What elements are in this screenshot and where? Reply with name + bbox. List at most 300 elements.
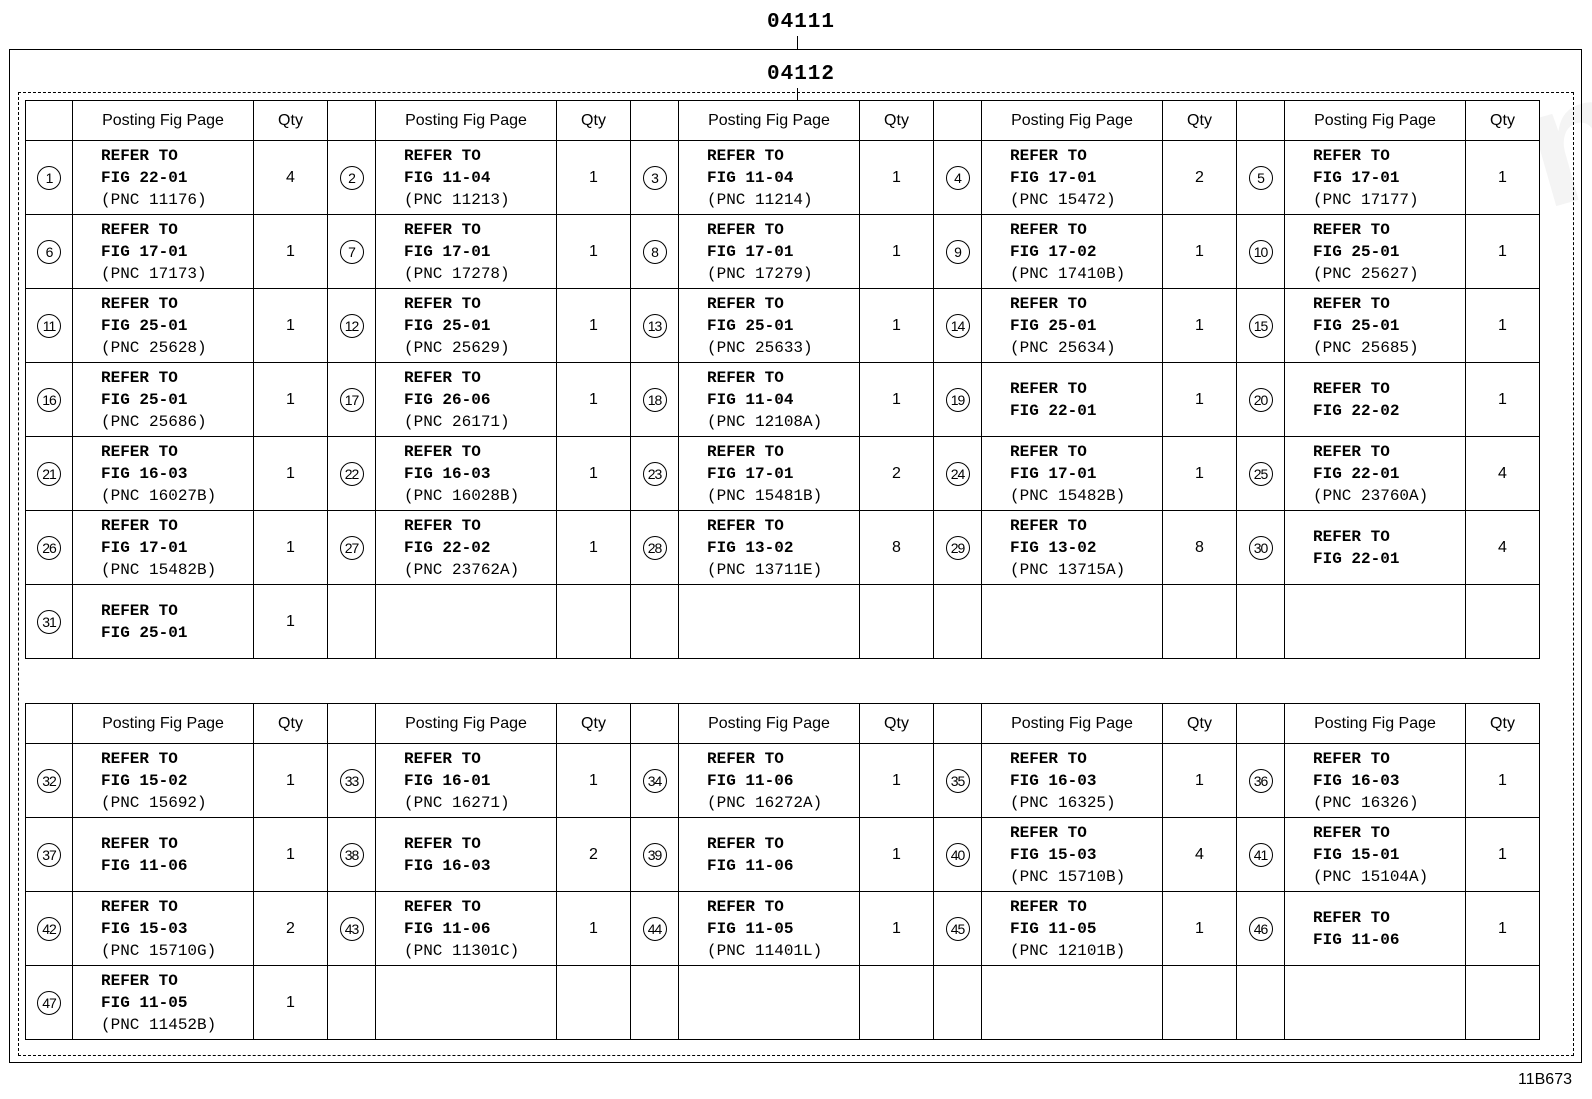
reference-cell	[679, 289, 860, 363]
qty-cell: 1	[1466, 141, 1540, 215]
header-qty: Qty	[557, 704, 631, 744]
item-number-badge: 31	[37, 610, 61, 634]
refer-to-text: REFER TO	[1313, 908, 1390, 927]
qty-cell: 1	[557, 744, 631, 818]
pnc-reference: (PNC 12108A)	[707, 412, 823, 431]
refer-to-text: REFER TO	[404, 220, 481, 239]
item-number-cell	[631, 437, 679, 511]
pnc-reference: (PNC 25629)	[404, 338, 510, 357]
reference-cell	[679, 363, 860, 437]
reference-cell	[376, 818, 557, 892]
reference-cell	[982, 744, 1163, 818]
reference-cell	[982, 437, 1163, 511]
table-row	[26, 289, 1540, 363]
table-row	[26, 511, 1540, 585]
refer-to-text: REFER TO	[101, 971, 178, 990]
item-number-badge: 5	[1249, 166, 1273, 190]
reference-cell	[376, 289, 557, 363]
refer-to-text: REFER TO	[404, 749, 481, 768]
pnc-reference: (PNC 23760A)	[1313, 486, 1429, 505]
item-number-cell	[26, 966, 73, 1040]
refer-to-text: REFER TO	[707, 220, 784, 239]
pnc-reference: (PNC 11213)	[404, 190, 510, 209]
refer-to-text: REFER TO	[101, 368, 178, 387]
item-number-cell	[631, 511, 679, 585]
refer-to-text: REFER TO	[1010, 294, 1087, 313]
reference-cell	[982, 363, 1163, 437]
item-number-badge: 40	[946, 843, 970, 867]
item-number-cell	[1237, 966, 1285, 1040]
refer-to-text: REFER TO	[1313, 294, 1390, 313]
refer-to-text: REFER TO	[1010, 749, 1087, 768]
item-number-badge: 23	[643, 462, 667, 486]
header-qty: Qty	[1466, 704, 1540, 744]
refer-to-text: REFER TO	[101, 442, 178, 461]
fig-reference: FIG 11-05	[707, 919, 794, 938]
header-qty: Qty	[860, 704, 934, 744]
refer-to-text: REFER TO	[1313, 220, 1390, 239]
item-number-badge: 35	[946, 769, 970, 793]
qty-cell: 1	[254, 215, 328, 289]
reference-cell	[1285, 511, 1466, 585]
refer-to-text: REFER TO	[404, 146, 481, 165]
item-number-badge: 27	[340, 536, 364, 560]
item-number-badge: 22	[340, 462, 364, 486]
pnc-reference: (PNC 16325)	[1010, 793, 1116, 812]
reference-cell	[1285, 363, 1466, 437]
reference-cell	[679, 511, 860, 585]
pnc-reference: (PNC 17410B)	[1010, 264, 1126, 283]
qty-cell: 1	[1163, 892, 1237, 966]
qty-cell: 1	[860, 363, 934, 437]
reference-cell	[73, 818, 254, 892]
header-posting-fig-page: Posting Fig Page	[376, 704, 557, 744]
qty-cell: 1	[254, 585, 328, 659]
reference-cell	[73, 966, 254, 1040]
fig-reference: FIG 17-01	[1313, 168, 1400, 187]
fig-reference: FIG 11-04	[404, 168, 491, 187]
pnc-reference: (PNC 25627)	[1313, 264, 1419, 283]
item-number-cell	[934, 966, 982, 1040]
reference-cell	[73, 289, 254, 363]
header-posting-fig-page: Posting Fig Page	[73, 101, 254, 141]
assembly-label-outer: 04111	[767, 11, 836, 34]
item-number-cell	[934, 511, 982, 585]
fig-reference: FIG 25-01	[101, 316, 188, 335]
item-number-cell	[934, 818, 982, 892]
reference-cell	[1285, 437, 1466, 511]
refer-to-text: REFER TO	[404, 442, 481, 461]
item-number-cell	[328, 289, 376, 363]
qty-cell: 1	[1466, 289, 1540, 363]
fig-reference: FIG 22-01	[1313, 464, 1400, 483]
fig-reference: FIG 11-04	[707, 168, 794, 187]
pnc-reference: (PNC 11401L)	[707, 941, 823, 960]
pnc-reference: (PNC 15104A)	[1313, 867, 1429, 886]
reference-cell	[376, 511, 557, 585]
reference-cell	[376, 215, 557, 289]
item-number-cell	[934, 437, 982, 511]
item-number-cell	[1237, 818, 1285, 892]
header-qty: Qty	[254, 101, 328, 141]
reference-cell	[982, 892, 1163, 966]
reference-cell	[679, 141, 860, 215]
table-row	[26, 141, 1540, 215]
item-number-badge: 17	[340, 388, 364, 412]
item-number-cell	[1237, 141, 1285, 215]
reference-cell	[982, 966, 1163, 1040]
item-number-cell	[328, 744, 376, 818]
refer-to-text: REFER TO	[1313, 442, 1390, 461]
fig-reference: FIG 17-01	[1010, 168, 1097, 187]
item-number-badge: 19	[946, 388, 970, 412]
item-number-cell	[1237, 744, 1285, 818]
header-posting-fig-page: Posting Fig Page	[982, 704, 1163, 744]
item-number-cell	[26, 289, 73, 363]
reference-cell	[679, 966, 860, 1040]
reference-cell	[376, 437, 557, 511]
header-qty: Qty	[1163, 101, 1237, 141]
item-number-cell	[328, 215, 376, 289]
header-number	[631, 704, 679, 744]
qty-cell: 1	[1466, 363, 1540, 437]
fig-reference: FIG 15-02	[101, 771, 188, 790]
refer-to-text: REFER TO	[1010, 823, 1087, 842]
item-number-badge: 11	[37, 314, 61, 338]
header-row	[26, 704, 1540, 744]
qty-cell: 1	[1163, 744, 1237, 818]
item-number-badge: 14	[946, 314, 970, 338]
fig-reference: FIG 15-01	[1313, 845, 1400, 864]
reference-cell	[982, 289, 1163, 363]
item-number-badge: 38	[340, 843, 364, 867]
item-number-badge: 30	[1249, 536, 1273, 560]
qty-cell: 1	[1163, 289, 1237, 363]
refer-to-text: REFER TO	[707, 146, 784, 165]
qty-cell: 1	[1163, 363, 1237, 437]
refer-to-text: REFER TO	[1010, 379, 1087, 398]
qty-cell	[557, 966, 631, 1040]
refer-to-text: REFER TO	[1010, 516, 1087, 535]
item-number-cell	[934, 289, 982, 363]
item-number-cell	[328, 585, 376, 659]
item-number-cell	[328, 818, 376, 892]
reference-cell	[73, 363, 254, 437]
pnc-reference: (PNC 16028B)	[404, 486, 520, 505]
qty-cell	[557, 585, 631, 659]
reference-cell	[376, 892, 557, 966]
item-number-cell	[1237, 585, 1285, 659]
header-qty: Qty	[557, 101, 631, 141]
pnc-reference: (PNC 11452B)	[101, 1015, 217, 1034]
header-qty: Qty	[1466, 101, 1540, 141]
reference-cell	[73, 511, 254, 585]
pnc-reference: (PNC 16326)	[1313, 793, 1419, 812]
qty-cell: 1	[254, 363, 328, 437]
reference-cell	[1285, 818, 1466, 892]
item-number-badge: 21	[37, 462, 61, 486]
pnc-reference: (PNC 15482B)	[1010, 486, 1126, 505]
reference-cell	[679, 585, 860, 659]
reference-cell	[982, 818, 1163, 892]
table-row	[26, 585, 1540, 659]
assembly-label-inner: 04112	[767, 63, 836, 86]
item-number-badge: 41	[1249, 843, 1273, 867]
qty-cell: 1	[254, 437, 328, 511]
fig-reference: FIG 16-03	[404, 856, 491, 875]
qty-cell: 1	[254, 818, 328, 892]
refer-to-text: REFER TO	[101, 897, 178, 916]
fig-reference: FIG 11-06	[707, 856, 794, 875]
refer-to-text: REFER TO	[404, 834, 481, 853]
header-number	[26, 704, 73, 744]
fig-reference: FIG 25-01	[101, 623, 188, 642]
pnc-reference: (PNC 25633)	[707, 338, 813, 357]
refer-to-text: REFER TO	[1313, 379, 1390, 398]
fig-reference: FIG 13-02	[1010, 538, 1097, 557]
table-row	[26, 892, 1540, 966]
fig-reference: FIG 11-06	[101, 856, 188, 875]
item-number-cell	[934, 363, 982, 437]
fig-reference: FIG 16-01	[404, 771, 491, 790]
item-number-cell	[631, 289, 679, 363]
refer-to-text: REFER TO	[404, 897, 481, 916]
fig-reference: FIG 17-01	[101, 538, 188, 557]
qty-cell: 2	[557, 818, 631, 892]
item-number-badge: 24	[946, 462, 970, 486]
fig-reference: FIG 17-01	[101, 242, 188, 261]
pnc-reference: (PNC 17173)	[101, 264, 207, 283]
qty-cell: 2	[860, 437, 934, 511]
qty-cell	[1163, 585, 1237, 659]
fig-reference: FIG 11-05	[1010, 919, 1097, 938]
qty-cell: 8	[860, 511, 934, 585]
item-number-cell	[26, 437, 73, 511]
qty-cell	[1163, 966, 1237, 1040]
fig-reference: FIG 25-01	[1313, 242, 1400, 261]
qty-cell: 2	[254, 892, 328, 966]
header-number	[328, 101, 376, 141]
fig-reference: FIG 25-01	[707, 316, 794, 335]
refer-to-text: REFER TO	[1010, 442, 1087, 461]
refer-to-text: REFER TO	[404, 368, 481, 387]
item-number-badge: 3	[643, 166, 667, 190]
pnc-reference: (PNC 16271)	[404, 793, 510, 812]
header-number	[1237, 704, 1285, 744]
item-number-cell	[934, 585, 982, 659]
item-number-badge: 43	[340, 917, 364, 941]
pnc-reference: (PNC 15482B)	[101, 560, 217, 579]
item-number-cell	[631, 363, 679, 437]
item-number-badge: 1	[37, 166, 61, 190]
item-number-badge: 34	[643, 769, 667, 793]
reference-cell	[679, 818, 860, 892]
qty-cell	[1466, 585, 1540, 659]
fig-reference: FIG 25-01	[1010, 316, 1097, 335]
item-number-badge: 6	[37, 240, 61, 264]
item-number-badge: 10	[1249, 240, 1273, 264]
table-row	[26, 215, 1540, 289]
fig-reference: FIG 17-01	[707, 242, 794, 261]
reference-cell	[1285, 585, 1466, 659]
refer-to-text: REFER TO	[404, 294, 481, 313]
reference-cell	[376, 141, 557, 215]
pnc-reference: (PNC 26171)	[404, 412, 510, 431]
pnc-reference: (PNC 17278)	[404, 264, 510, 283]
pnc-reference: (PNC 23762A)	[404, 560, 520, 579]
refer-to-text: REFER TO	[1313, 527, 1390, 546]
item-number-cell	[26, 215, 73, 289]
reference-cell	[982, 585, 1163, 659]
item-number-badge: 25	[1249, 462, 1273, 486]
reference-cell	[982, 141, 1163, 215]
item-number-badge: 20	[1249, 388, 1273, 412]
pnc-reference: (PNC 11176)	[101, 190, 207, 209]
reference-cell	[376, 585, 557, 659]
reference-cell	[982, 215, 1163, 289]
item-number-cell	[328, 437, 376, 511]
table-row	[26, 966, 1540, 1040]
pnc-reference: (PNC 11214)	[707, 190, 813, 209]
pnc-reference: (PNC 16272A)	[707, 793, 823, 812]
header-qty: Qty	[1163, 704, 1237, 744]
fig-reference: FIG 26-06	[404, 390, 491, 409]
qty-cell: 1	[557, 363, 631, 437]
qty-cell: 4	[254, 141, 328, 215]
item-number-cell	[631, 215, 679, 289]
item-number-badge: 44	[643, 917, 667, 941]
reference-cell	[376, 363, 557, 437]
table-row	[26, 363, 1540, 437]
item-number-cell	[934, 744, 982, 818]
fig-reference: FIG 22-02	[404, 538, 491, 557]
header-posting-fig-page: Posting Fig Page	[982, 101, 1163, 141]
pnc-reference: (PNC 11301C)	[404, 941, 520, 960]
qty-cell: 4	[1466, 437, 1540, 511]
qty-cell: 1	[1466, 744, 1540, 818]
pnc-reference: (PNC 25685)	[1313, 338, 1419, 357]
item-number-badge: 8	[643, 240, 667, 264]
reference-cell	[1285, 966, 1466, 1040]
fig-reference: FIG 25-01	[404, 316, 491, 335]
pnc-reference: (PNC 13711E)	[707, 560, 823, 579]
pnc-reference: (PNC 25628)	[101, 338, 207, 357]
qty-cell: 1	[557, 289, 631, 363]
item-number-cell	[631, 744, 679, 818]
item-number-badge: 45	[946, 917, 970, 941]
header-posting-fig-page: Posting Fig Page	[679, 101, 860, 141]
refer-to-text: REFER TO	[707, 834, 784, 853]
fig-reference: FIG 13-02	[707, 538, 794, 557]
reference-cell	[1285, 892, 1466, 966]
qty-cell: 1	[254, 966, 328, 1040]
qty-cell: 1	[1466, 892, 1540, 966]
fig-reference: FIG 17-01	[404, 242, 491, 261]
qty-cell: 1	[860, 892, 934, 966]
reference-cell	[73, 892, 254, 966]
item-number-badge: 33	[340, 769, 364, 793]
qty-cell: 1	[860, 141, 934, 215]
header-posting-fig-page: Posting Fig Page	[1285, 101, 1466, 141]
item-number-badge: 2	[340, 166, 364, 190]
parts-table-top	[25, 100, 1540, 659]
table-row	[26, 744, 1540, 818]
refer-to-text: REFER TO	[707, 442, 784, 461]
item-number-badge: 4	[946, 166, 970, 190]
reference-cell	[73, 744, 254, 818]
item-number-cell	[934, 141, 982, 215]
refer-to-text: REFER TO	[404, 516, 481, 535]
header-posting-fig-page: Posting Fig Page	[679, 704, 860, 744]
reference-cell	[982, 511, 1163, 585]
pnc-reference: (PNC 15710G)	[101, 941, 217, 960]
qty-cell: 1	[557, 892, 631, 966]
reference-cell	[1285, 141, 1466, 215]
item-number-badge: 39	[643, 843, 667, 867]
reference-cell	[679, 437, 860, 511]
qty-cell: 1	[557, 215, 631, 289]
item-number-cell	[934, 892, 982, 966]
fig-reference: FIG 17-01	[1010, 464, 1097, 483]
qty-cell: 4	[1163, 818, 1237, 892]
item-number-cell	[631, 818, 679, 892]
qty-cell: 1	[1163, 437, 1237, 511]
header-number	[934, 101, 982, 141]
header-posting-fig-page: Posting Fig Page	[1285, 704, 1466, 744]
item-number-cell	[631, 966, 679, 1040]
reference-cell	[376, 744, 557, 818]
item-number-badge: 46	[1249, 917, 1273, 941]
reference-cell	[1285, 215, 1466, 289]
reference-cell	[73, 215, 254, 289]
qty-cell: 4	[1466, 511, 1540, 585]
header-row	[26, 101, 1540, 141]
fig-reference: FIG 11-06	[707, 771, 794, 790]
qty-cell: 1	[1466, 818, 1540, 892]
item-number-cell	[631, 585, 679, 659]
qty-cell: 1	[860, 744, 934, 818]
item-number-badge: 9	[946, 240, 970, 264]
item-number-cell	[1237, 289, 1285, 363]
refer-to-text: REFER TO	[1010, 220, 1087, 239]
item-number-cell	[26, 511, 73, 585]
fig-reference: FIG 11-05	[101, 993, 188, 1012]
refer-to-text: REFER TO	[1313, 749, 1390, 768]
refer-to-text: REFER TO	[101, 749, 178, 768]
leader-line-outer	[797, 36, 798, 50]
fig-reference: FIG 11-06	[404, 919, 491, 938]
item-number-cell	[1237, 215, 1285, 289]
reference-cell	[679, 744, 860, 818]
refer-to-text: REFER TO	[707, 897, 784, 916]
header-posting-fig-page: Posting Fig Page	[376, 101, 557, 141]
item-number-cell	[328, 966, 376, 1040]
header-number	[631, 101, 679, 141]
pnc-reference: (PNC 15472)	[1010, 190, 1116, 209]
item-number-cell	[26, 744, 73, 818]
item-number-cell	[26, 818, 73, 892]
item-number-cell	[26, 363, 73, 437]
header-posting-fig-page: Posting Fig Page	[73, 704, 254, 744]
qty-cell: 1	[860, 215, 934, 289]
pnc-reference: (PNC 17279)	[707, 264, 813, 283]
reference-cell	[73, 437, 254, 511]
item-number-badge: 12	[340, 314, 364, 338]
header-number	[26, 101, 73, 141]
header-qty: Qty	[254, 704, 328, 744]
refer-to-text: REFER TO	[1010, 897, 1087, 916]
header-number	[1237, 101, 1285, 141]
